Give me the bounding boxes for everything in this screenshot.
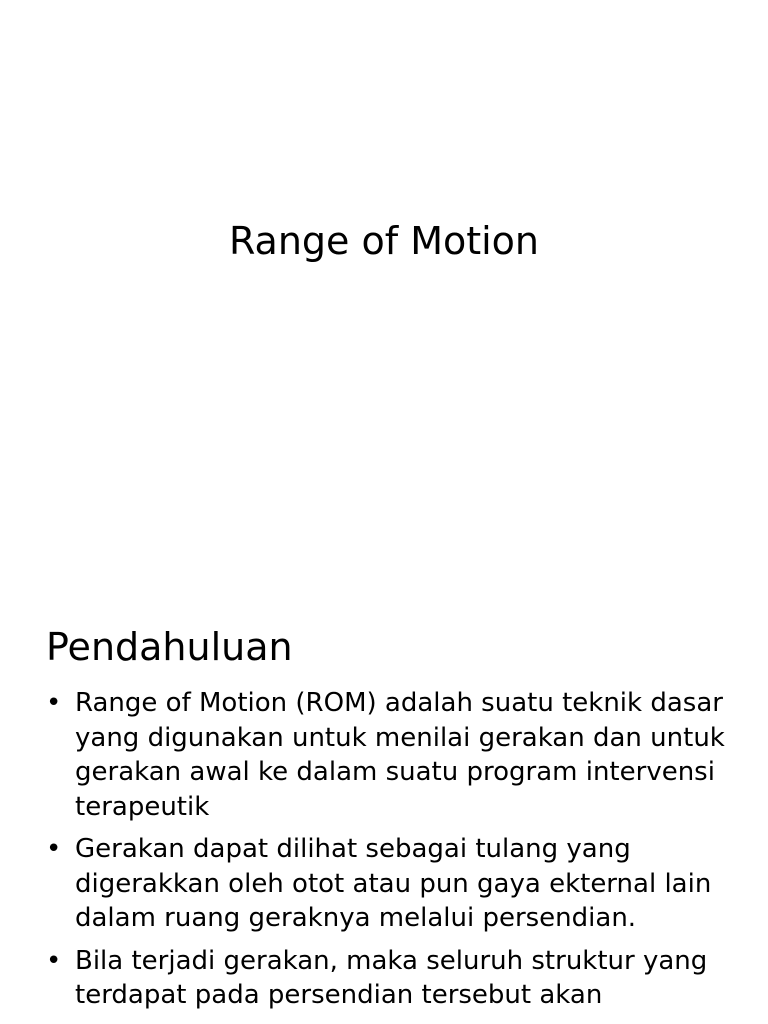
slide-pendahuluan (0, 576, 768, 1024)
bullet-text: Gerakan dapat dilihat sebagai tulang yang digerakkan oleh otot atau pun gaya ekternal lain dalam ruang geraknya melalui persendian. (75, 834, 712, 933)
bullet-icon: • (46, 834, 62, 864)
bullet-item (46, 944, 726, 1013)
slide-heading: Pendahuluan (46, 625, 293, 669)
bullet-icon: • (46, 688, 62, 718)
bullet-item (46, 832, 726, 936)
bullet-text: Range of Motion (ROM) adalah suatu teknik dasar yang digunakan untuk menilai gerakan dan untuk gerakan awal ke dalam suatu program intervensi terapeutik (75, 688, 725, 822)
bullet-list (46, 686, 726, 1021)
slide-title-text: Range of Motion (228, 219, 540, 263)
bullet-icon: • (46, 945, 62, 976)
bullet-item (46, 686, 726, 824)
bullet-text: Bila terjadi gerakan, maka seluruh struktur yang terdapat pada persendian tersebut akan (75, 945, 708, 1010)
